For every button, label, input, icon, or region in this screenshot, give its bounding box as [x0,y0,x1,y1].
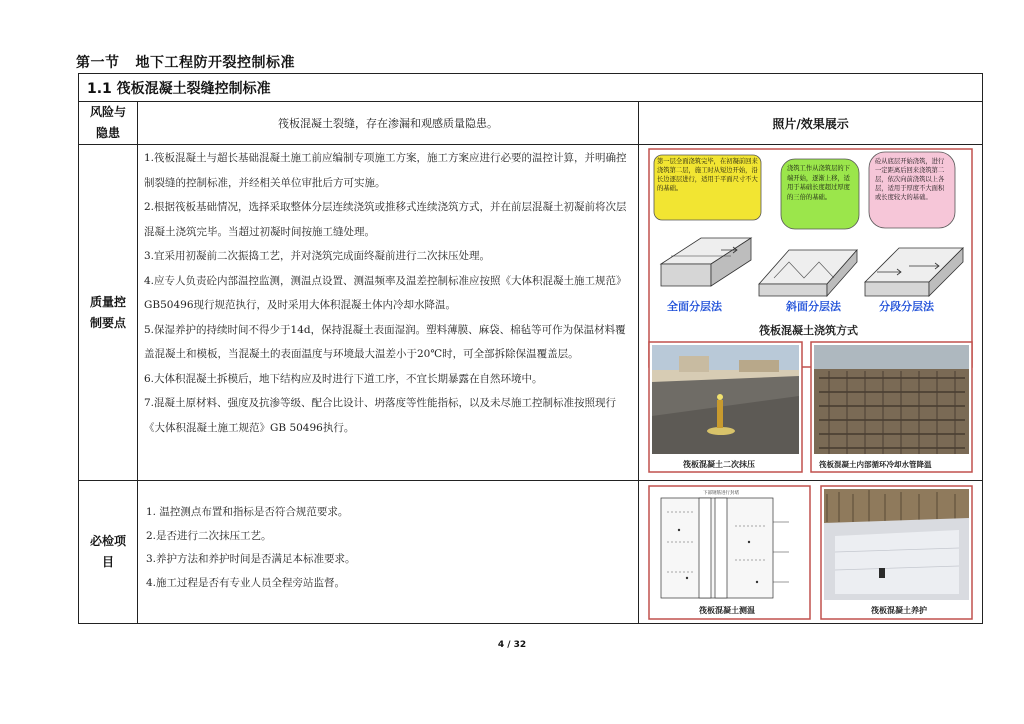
monitoring-photos [639,482,981,623]
quality-item: 1.筏板混凝土与超长基础混凝土施工前应编制专项施工方案，施工方案应进行必要的温控计算，并明确控制裂缝的控制标准，并经相关单位审批后方可实施。 [144,152,627,189]
section-title [76,52,295,72]
photo-header: 照片/效果展示 [639,102,983,145]
quality-label: 质量控 制要点 [79,145,138,481]
quality-items [138,145,639,481]
bubble2-text: 浇筑工作从浇筑层的下端开始，逐渐上移，适用于基础长度超过厚度的三倍的基础。 [787,164,850,200]
photo1-caption: 筏板混凝土二次抹压 [683,459,755,469]
section-number: 第一节 [76,55,120,71]
photo-cooling-pipes [811,342,972,472]
quality-item: 7.混凝土原材料、强度及抗渗等级、配合比设计、坍落度等性能指标，以及未尽施工控制标准按照现行《大体积混凝土施工规范》GB 50496执行。 [144,397,617,434]
photo3-caption: 筏板混凝土测温 [699,605,755,615]
quality-item: 2.根据筏板基础情况，选择采取整体分层连续浇筑或推移式连续浇筑方式，并在前层混凝土初凝前将次层混凝土浇筑完毕。当超过初凝时间按施工缝处理。 [144,201,627,238]
check-label: 必检项 目 [79,481,138,624]
quality-item: 6.大体积混凝土拆模后，地下结构应及时进行下道工序，不宜长期暴露在自然环境中。 [144,372,543,385]
section-name: 地下工程防开裂控制标准 [135,55,295,71]
photo-troweling [649,342,802,472]
figure1-caption: 筏板混凝土浇筑方式 [759,323,858,337]
photo2-caption: 筏板混凝土内部循环冷却水管降温 [819,459,932,469]
method2-label: 斜面分层法 [786,299,841,313]
standard-table [78,73,983,624]
method1-label: 全面分层法 [667,299,722,313]
quality-item: 3.宜采用初凝前二次振捣工艺，并对浇筑完成面终凝前进行二次抹压处理。 [144,250,491,262]
photo3-note: 下部钢筋进行封堵 [703,490,739,496]
pouring-methods-figure [639,146,981,480]
quality-item: 5.保湿养护的持续时间不得少于14d，保持混凝土表面湿润。塑料薄膜、麻袋、棉毡等可作为保温材料覆盖混凝土和模板，当混凝土的表面温度与环境最大温差小于20℃时，可全部拆除保温覆盖层。 [144,323,626,360]
photo4-caption: 筏板混凝土养护 [871,605,927,615]
check-item: 4.施工过程是否有专业人员全程旁站监督。 [146,576,346,589]
subsection-title: 1.1 筏板混凝土裂缝控制标准 [79,74,983,102]
check-item: 1. 温控测点布置和指标是否符合规范要求。 [146,506,349,518]
quality-item: 4.应专人负责砼内部温控监测，测温点设置、测温频率及温差控制标准应按照《大体积混凝土施工规范》GB50496现行规范执行，及时采用大体积混凝土体内冷却水降温。 [144,274,627,311]
check-items [138,481,639,624]
risk-label: 风险与 隐患 [79,102,138,145]
photo-cell-1 [639,145,983,481]
bubble1-text: 第一层全面浇筑完毕，在初凝前回来浇筑第二层，施工时从短边开始，沿长边逐层进行，适用于平面尺寸不大的基础。 [657,157,758,192]
bubble3-text: 砼从底层开始浇筑，进行一定距离后回来浇筑第二层，依次向前浇筑以上各层，适用于厚度不大面积或长度较大的基础。 [875,157,945,201]
check-item: 3.养护方法和养护时间是否满足本标准要求。 [146,553,356,565]
check-item: 2.是否进行二次抹压工艺。 [146,529,272,542]
page-number: 4 / 32 [497,640,527,650]
photo-curing [821,486,972,619]
method3-label: 分段分层法 [879,299,934,313]
photo-temperature-drawing [649,486,810,619]
risk-text: 筏板混凝土裂缝，存在渗漏和观感质量隐患。 [138,102,639,145]
photo-cell-2 [639,481,983,624]
